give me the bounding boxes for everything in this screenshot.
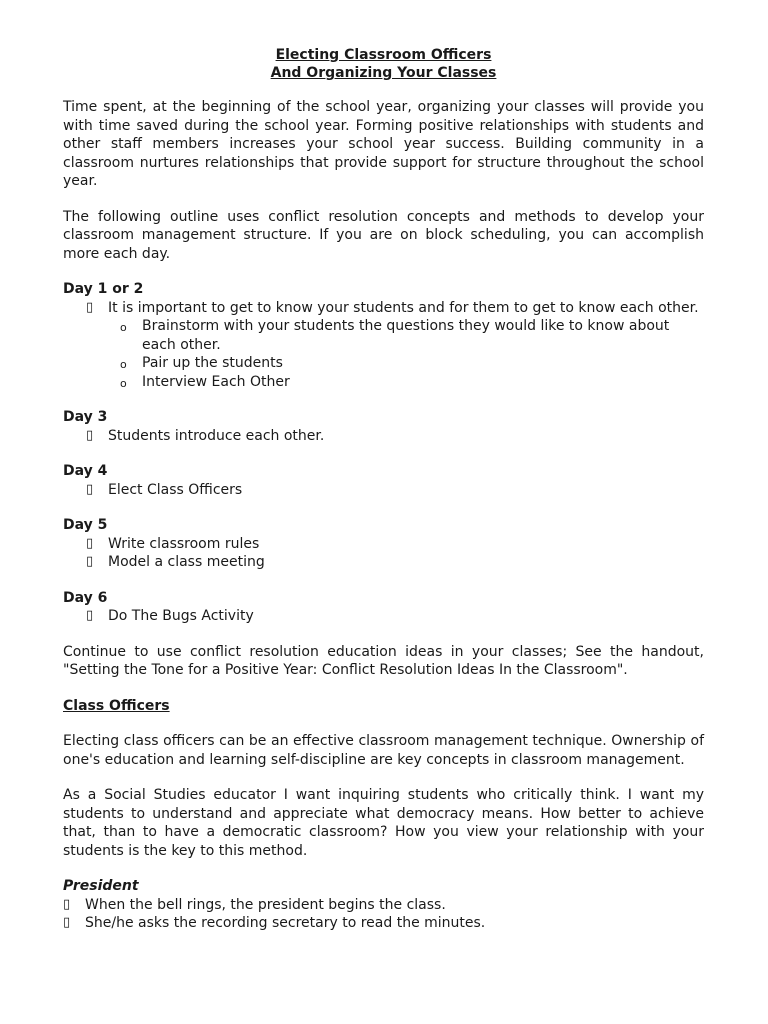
list-item: [63, 914, 704, 933]
document-title: [63, 46, 704, 82]
title-line-1: Electing Classroom Officers: [275, 47, 492, 63]
list-item-text: Model a class meeting: [108, 554, 265, 570]
day-3-list: [63, 427, 704, 446]
list-item: [63, 896, 704, 915]
bullet-icon: ▯: [86, 535, 94, 551]
sub-list-item: [63, 373, 704, 392]
president-list: [63, 896, 704, 933]
list-item: [63, 299, 704, 318]
list-item: [63, 535, 704, 554]
class-officers-heading: Class Officers: [63, 697, 170, 714]
day-6-section: [63, 589, 704, 626]
title-line-2: And Organizing Your Classes: [270, 65, 497, 81]
day-5-heading: Day 5: [63, 517, 108, 533]
document-body: [63, 46, 704, 933]
list-item-text: When the bell rings, the president begins the class.: [85, 896, 446, 913]
intro-paragraph-2: The following outline uses conflict resolution concepts and methods to develop your classroom management structure. If you are on block scheduling, you can accomplish more each day.: [63, 208, 704, 262]
day-3-section: [63, 408, 704, 445]
list-item-text: She/he asks the recording secretary to read the minutes.: [85, 915, 486, 931]
president-heading: President: [63, 878, 139, 894]
list-item-text: It is important to get to know your students and for them to get to know each other.: [108, 299, 699, 316]
circle-bullet-icon: o: [120, 321, 127, 334]
day-5-list: [63, 535, 704, 572]
sub-list-item-text: Brainstorm with your students the questions they would like to know about each other.: [142, 318, 670, 353]
day-1-2-sub-list: [63, 317, 704, 391]
bullet-icon: ▯: [63, 915, 71, 930]
list-item: [63, 481, 704, 500]
bullet-icon: ▯: [86, 299, 94, 315]
class-officers-paragraph-2: As a Social Studies educator I want inquiring students who critically think. I want my students to understand and appreciate what democracy means. How better to achieve that, than to have a democratic classroom? How you view your relationship with your students is the key to this method.: [63, 787, 704, 859]
day-4-heading: Day 4: [63, 463, 108, 479]
list-item-text: Elect Class Officers: [108, 481, 243, 498]
circle-bullet-icon: o: [120, 376, 127, 390]
list-item: [63, 553, 704, 572]
bullet-icon: ▯: [86, 554, 94, 569]
sub-list-item-text: Pair up the students: [142, 355, 283, 371]
day-3-heading: Day 3: [63, 409, 108, 425]
bullet-icon: ▯: [63, 896, 71, 912]
day-4-list: [63, 481, 704, 500]
sub-list-item: [63, 354, 704, 373]
continue-paragraph: Continue to use conflict resolution education ideas in your classes; See the handout, "Setting the Tone for a Positive Year: Conflict Resolution Ideas In the Classroom".: [63, 643, 704, 678]
day-1-2-heading: Day 1 or 2: [63, 281, 144, 297]
list-item-text: Write classroom rules: [108, 535, 260, 552]
list-item: [63, 427, 704, 446]
day-6-list: [63, 607, 704, 626]
intro-paragraph-1: Time spent, at the beginning of the school year, organizing your classes will provide you with time saved during the school year. Forming positive relationships with students and other staff members increases your school year success. Building community in a classroom nurtures relationships that provide support for structure throughout the school year.: [63, 99, 704, 189]
bullet-icon: ▯: [86, 608, 94, 623]
president-section: [63, 877, 704, 933]
day-1-2-section: [63, 280, 704, 391]
day-1-2-list: [63, 299, 704, 318]
class-officers-paragraph-1: Electing class officers can be an effective classroom management technique. Ownership of one's education and learning self-discipline are key concepts in classroom management.: [63, 733, 704, 768]
day-4-section: [63, 462, 704, 499]
sub-list-item: [63, 317, 704, 354]
list-item-text: Do The Bugs Activity: [108, 608, 254, 624]
day-5-section: [63, 516, 704, 572]
circle-bullet-icon: o: [120, 358, 127, 371]
bullet-icon: ▯: [86, 427, 94, 443]
day-6-heading: Day 6: [63, 589, 108, 606]
list-item: [63, 607, 704, 626]
list-item-text: Students introduce each other.: [108, 427, 325, 444]
bullet-icon: ▯: [86, 481, 94, 497]
sub-list-item-text: Interview Each Other: [142, 373, 290, 390]
